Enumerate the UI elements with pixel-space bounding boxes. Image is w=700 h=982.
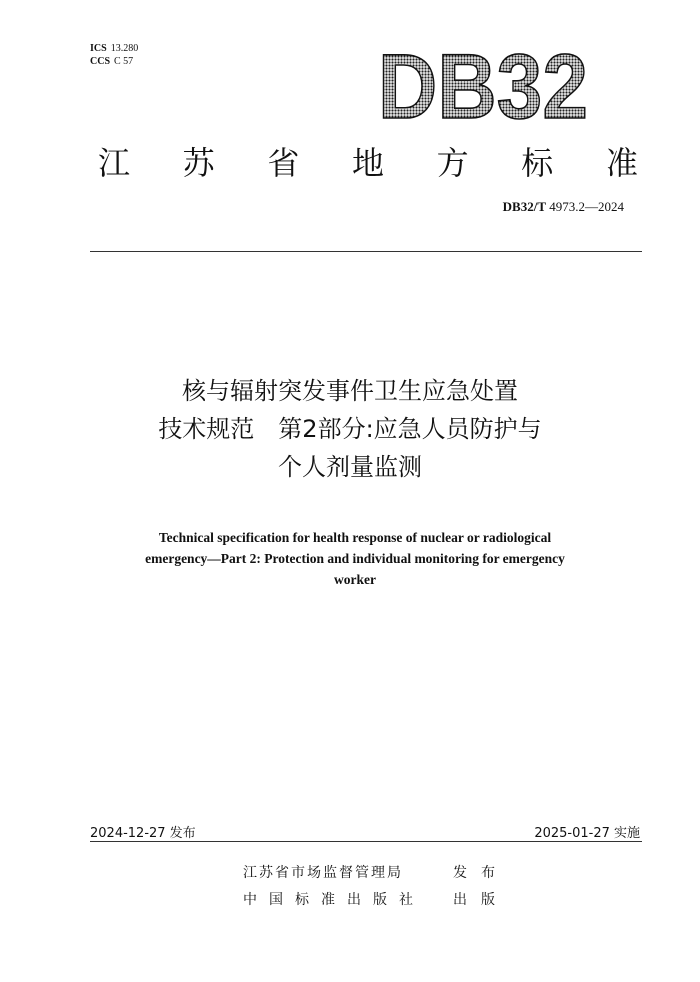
- title-line-3: 个人剂量监测: [278, 453, 422, 481]
- ics-code: ICS 13.280: [90, 43, 139, 54]
- standard-type-char: 方: [436, 144, 469, 182]
- top-divider: [90, 251, 642, 252]
- logo-text: DB32: [378, 40, 588, 126]
- implement-date: 2025-01-27 实施: [534, 826, 640, 841]
- document-title: [70, 372, 630, 486]
- standard-type-heading: [98, 138, 638, 184]
- issuing-authority: 江苏省市场监督管理局: [243, 865, 403, 881]
- issuer-row-press: [243, 889, 513, 909]
- publish-action: 出版: [453, 892, 509, 908]
- standard-type-char: 标: [521, 144, 554, 182]
- issuer-row-publisher: [243, 862, 513, 882]
- title-line-2: 技术规范 第2部分:应急人员防护与: [158, 415, 542, 443]
- standard-type-char: 省: [267, 144, 300, 182]
- db32-logo: [376, 40, 590, 126]
- standard-number: DB32/T 4973.2—2024: [502, 199, 624, 214]
- english-title-line-1: Technical specification for health response of nuclear or radiological: [158, 530, 552, 545]
- english-title-line-3: worker: [334, 572, 376, 587]
- standard-type-char: 准: [605, 144, 638, 182]
- ccs-code: CCS C 57: [90, 56, 134, 67]
- issue-action: 发布: [453, 865, 509, 881]
- standard-type-char: 地: [351, 144, 384, 182]
- publishing-house: 中国标准出版社: [243, 892, 425, 908]
- english-title: [90, 527, 620, 590]
- publish-date: 2024-12-27 发布: [90, 826, 196, 841]
- english-title-line-2: emergency—Part 2: Protection and individual monitoring for emergency: [145, 551, 565, 566]
- standard-type-char: 苏: [182, 144, 215, 182]
- classification-codes: [90, 42, 138, 68]
- title-line-1: 核与辐射突发事件卫生应急处置: [182, 377, 518, 405]
- standard-type-char: 江: [98, 144, 131, 182]
- bottom-divider: [90, 841, 642, 842]
